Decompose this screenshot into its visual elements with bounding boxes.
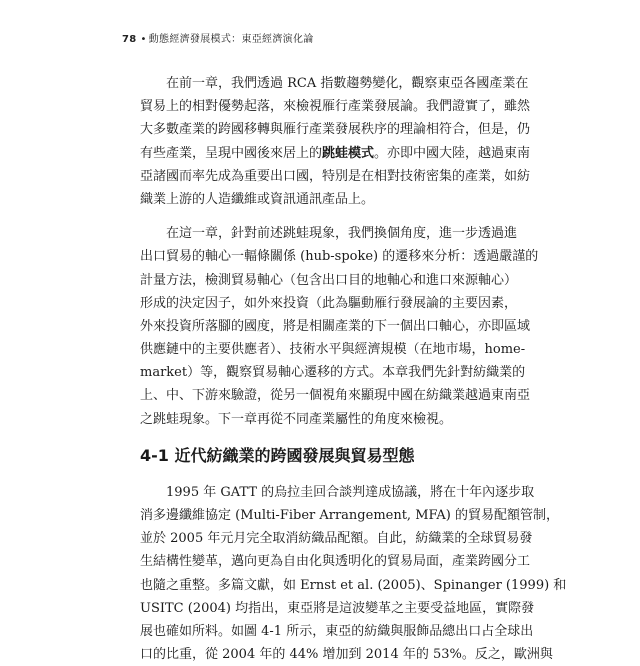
paragraph-2 bbox=[140, 222, 539, 431]
emphasis-leapfrog-model: 跳蛙模式 bbox=[322, 145, 375, 161]
paragraph-1-line-3: 大多數產業的跨國移轉與雁行產業發展秩序的理論相符合，但是，仍 bbox=[140, 122, 531, 138]
paragraph-3 bbox=[140, 481, 567, 666]
page-number: 78 bbox=[122, 34, 137, 45]
paragraph-1-line-6: 織業上游的人造纖維或資訊通訊產品上。 bbox=[140, 191, 375, 207]
header-colon: ： bbox=[231, 34, 242, 45]
paragraph-3-line-1: 1995 年 GATT 的烏拉圭回合談判達成協議，將在十年內逐步取 bbox=[166, 484, 535, 500]
paragraph-3-line-6: USITC (2004) 均指出，東亞將是這波變革之主要受益地區，實際發 bbox=[140, 600, 535, 616]
page-body bbox=[140, 72, 567, 666]
header-separator-mark: • bbox=[140, 34, 147, 45]
running-header bbox=[122, 30, 314, 45]
paragraph-2-line-7: market）等，觀察貿易軸心遷移的方式。本章我們先針對紡織業的 bbox=[140, 365, 526, 381]
paragraph-3-line-7: 展也確如所料。如圖 4-1 所示，東亞的紡織與服飾品總出口占全球出 bbox=[140, 623, 534, 639]
paragraph-2-line-6: 供應鏈中的主要供應者）、技術水平與經濟規模（在地市場，home- bbox=[140, 342, 526, 358]
paragraph-2-line-3: 計量方法，檢測貿易軸心（包含出口目的地軸心和進口來源軸心） bbox=[140, 272, 518, 288]
paragraph-1-line-4 bbox=[140, 142, 531, 165]
paragraph-2-line-9: 之跳蛙現象。下一章再從不同產業屬性的角度來檢視。 bbox=[140, 411, 453, 427]
paragraph-1-line-2: 貿易上的相對優勢起落，來檢視雁行產業發展論。我們證實了，雖然 bbox=[140, 99, 531, 115]
paragraph-1-line-4-end: 。亦即中國大陸，越過東南 bbox=[374, 145, 531, 161]
paragraph-3-line-4: 生結構性變革，邁向更為自由化與透明化的貿易局面，產業跨國分工 bbox=[140, 554, 531, 570]
paragraph-2-line-4: 形成的決定因子，如外來投資（此為驅動雁行發展論的主要因素， bbox=[140, 295, 518, 311]
paragraph-3-line-8: 口的比重，從 2004 年的 44% 增加到 2014 年的 53%。反之，歐洲與 bbox=[140, 647, 553, 663]
chapter-title: 東亞經濟演化論 bbox=[241, 34, 314, 45]
book-title: 動態經濟發展模式 bbox=[148, 34, 232, 45]
paragraph-1-line-4-start: 有些產業，呈現中國後來居上的 bbox=[140, 145, 323, 161]
paragraph-2-line-2: 出口貿易的軸心一輻條關係 (hub-spoke) 的遷移來分析：透過嚴謹的 bbox=[140, 249, 539, 265]
paragraph-1 bbox=[140, 72, 531, 211]
paragraph-2-line-8: 上、中、下游來驗證，從另一個視角來顯現中國在紡織業越過東南亞 bbox=[140, 388, 531, 404]
paragraph-3-line-2: 消多邊纖維協定 (Multi-Fiber Arrangement, MFA) 的貿易配額管制， bbox=[140, 508, 559, 523]
paragraph-3-line-3: 並於 2005 年元月完全取消紡織品配額。自此，紡織業的全球貿易發 bbox=[140, 531, 533, 547]
paragraph-1-line-5: 亞諸國而率先成為重要出口國，特別是在相對技術密集的產業，如紡 bbox=[140, 168, 531, 184]
paragraph-2-line-5: 外來投資所落腳的國度，將是相關產業的下一個出口軸心，亦即區域 bbox=[140, 318, 531, 334]
paragraph-1-line-1: 在前一章，我們透過 RCA 指數趨勢變化，觀察東亞各國產業在 bbox=[166, 76, 529, 91]
paragraph-2-line-1: 在這一章，針對前述跳蛙現象，我們換個角度，進一步透過進 bbox=[166, 226, 518, 242]
paragraph-3-line-5: 也隨之重整。多篇文獻，如 Ernst et al. (2005)、Spinanger (1999) 和 bbox=[140, 577, 567, 593]
section-heading: 4-1 近代紡織業的跨國發展與貿易型態 bbox=[140, 445, 415, 465]
